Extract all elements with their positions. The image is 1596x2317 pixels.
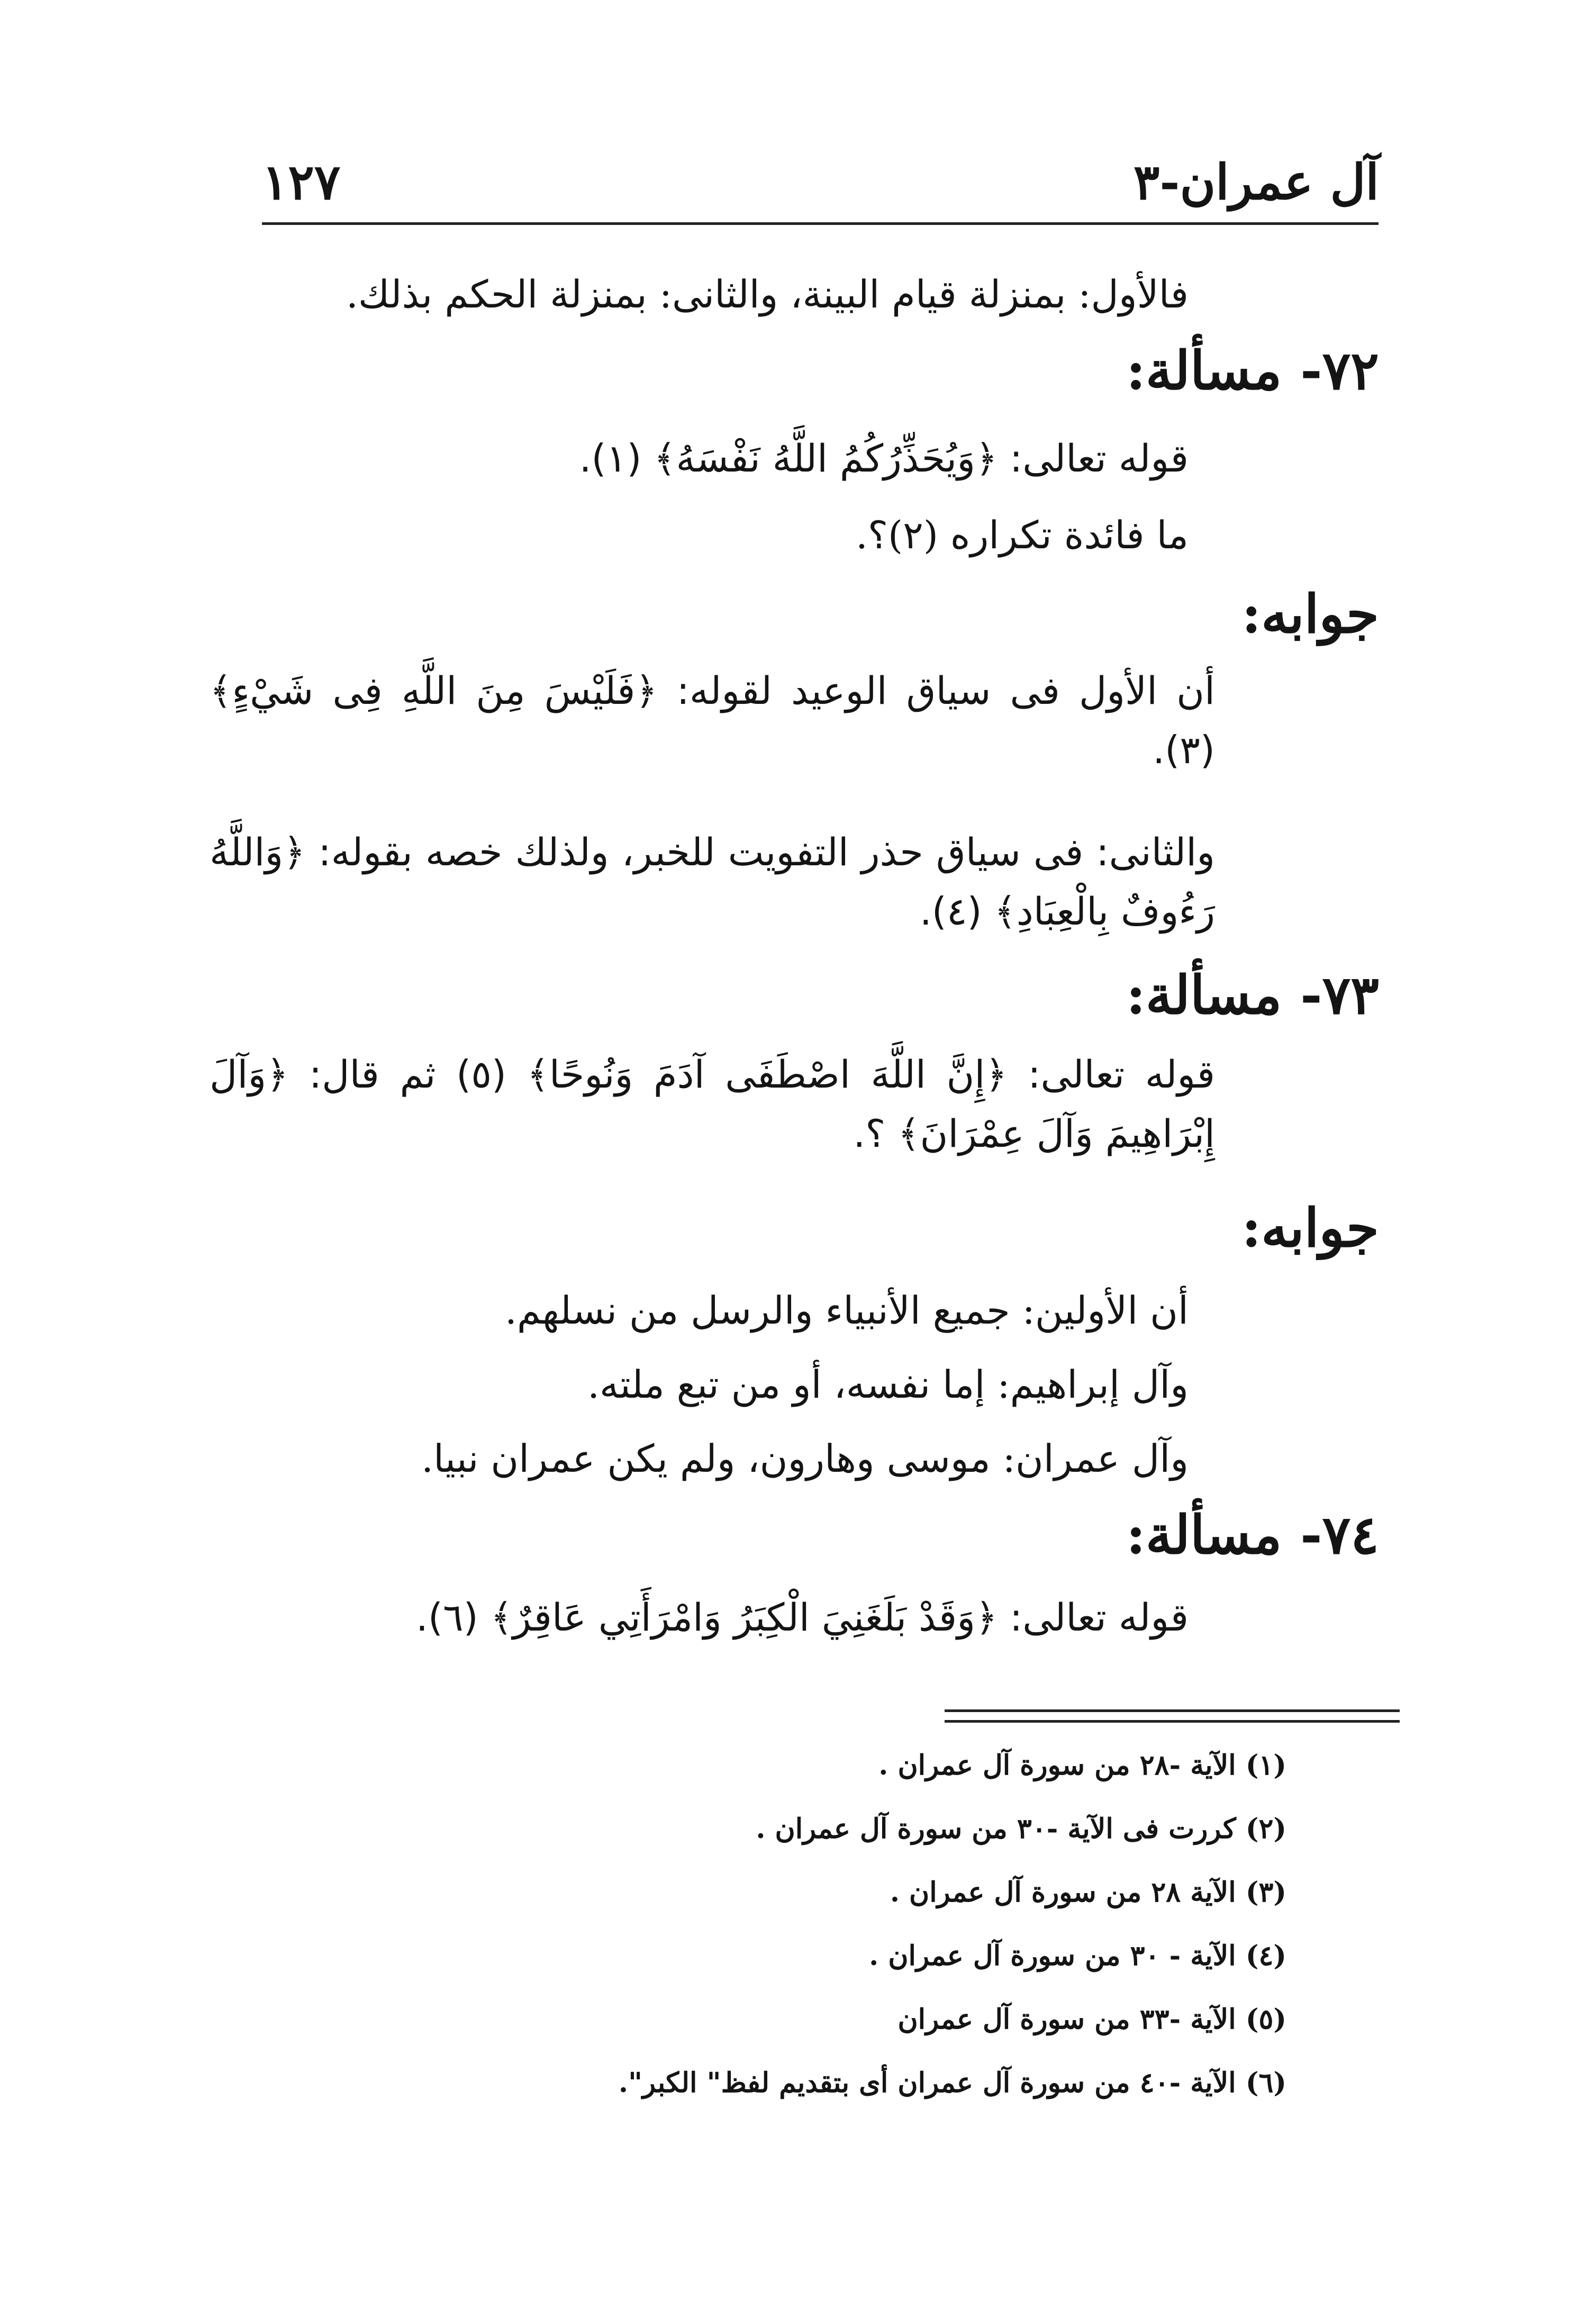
question-74-line-1: قوله تعالى: ﴿وَقَدْ بَلَغَنِيَ الْكِبَرُ وَامْرَأَتِي عَاقِرٌ﴾ (٦). xyxy=(415,1595,1189,1640)
question-72-heading: ٧٢- مسألة: xyxy=(1126,339,1379,402)
question-73-heading: ٧٣- مسألة: xyxy=(1126,964,1379,1026)
question-74-heading: ٧٤- مسألة: xyxy=(1126,1504,1379,1566)
footnote-1: (١) الآية -٢٨ من سورة آل عمران . xyxy=(878,1749,1286,1781)
answer-73-line-2: وآل إبراهيم: إما نفسه، أو من تبع ملته. xyxy=(587,1362,1189,1407)
header-rule xyxy=(262,222,1379,225)
footnote-5: (٥) الآية -٣٣ من سورة آل عمران xyxy=(897,2003,1286,2035)
answer-72-paragraph-1: أن الأول فى سياق الوعيد لقوله: ﴿فَلَيْسَ مِنَ اللَّهِ فِى شَيْءٍ﴾ (٣). xyxy=(210,668,1215,772)
footnote-2: (٢) كررت فى الآية -٣٠ من سورة آل عمران . xyxy=(756,1813,1286,1845)
footnote-4: (٤) الآية - ٣٠ من سورة آل عمران . xyxy=(869,1940,1286,1972)
answer-73-line-1: أن الأولين: جميع الأنبياء والرسل من نسلهم. xyxy=(504,1288,1189,1333)
answer-72-paragraph-2: والثانى: فى سياق حذر التفويت للخبر، ولذلك خصه بقوله: ﴿وَاللَّهُ رَءُوفٌ بِالْعِبَادِ﴾ (٤). xyxy=(210,830,1215,934)
question-72-line-2: ما فائدة تكراره (٢)؟. xyxy=(855,513,1189,557)
question-73-paragraph: قوله تعالى: ﴿إِنَّ اللَّهَ اصْطَفَى آدَمَ وَنُوحًا﴾ (٥) ثم قال: ﴿وَآلَ إِبْرَاهِيمَ وَآلَ عِمْرَانَ﴾ ؟. xyxy=(210,1052,1216,1156)
footnote-3: (٣) الآية ٢٨ من سورة آل عمران . xyxy=(890,1876,1286,1908)
intro-text: فالأول: بمنزلة قيام البينة، والثانى: بمنزلة الحكم بذلك. xyxy=(346,272,1189,316)
answer-72-heading: جوابه: xyxy=(1241,583,1379,645)
answer-73-line-3: وآل عمران: موسى وهارون، ولم يكن عمران نبيا. xyxy=(421,1436,1189,1481)
page-number: ١٢٧ xyxy=(262,153,341,211)
question-72-line-1: قوله تعالى: ﴿وَيُحَذِّرُكُمُ اللَّهُ نَفْسَهُ﴾ (١). xyxy=(579,436,1189,481)
answer-73-heading: جوابه: xyxy=(1241,1197,1379,1259)
footnote-rule-2 xyxy=(945,1720,1400,1723)
running-header-title: آل عمران-٣ xyxy=(1133,153,1379,211)
footnote-6: (٦) الآية -٤٠ من سورة آل عمران أى بتقديم لفظ" الكبر". xyxy=(618,2067,1286,2099)
footnote-rule-1 xyxy=(945,1709,1400,1712)
